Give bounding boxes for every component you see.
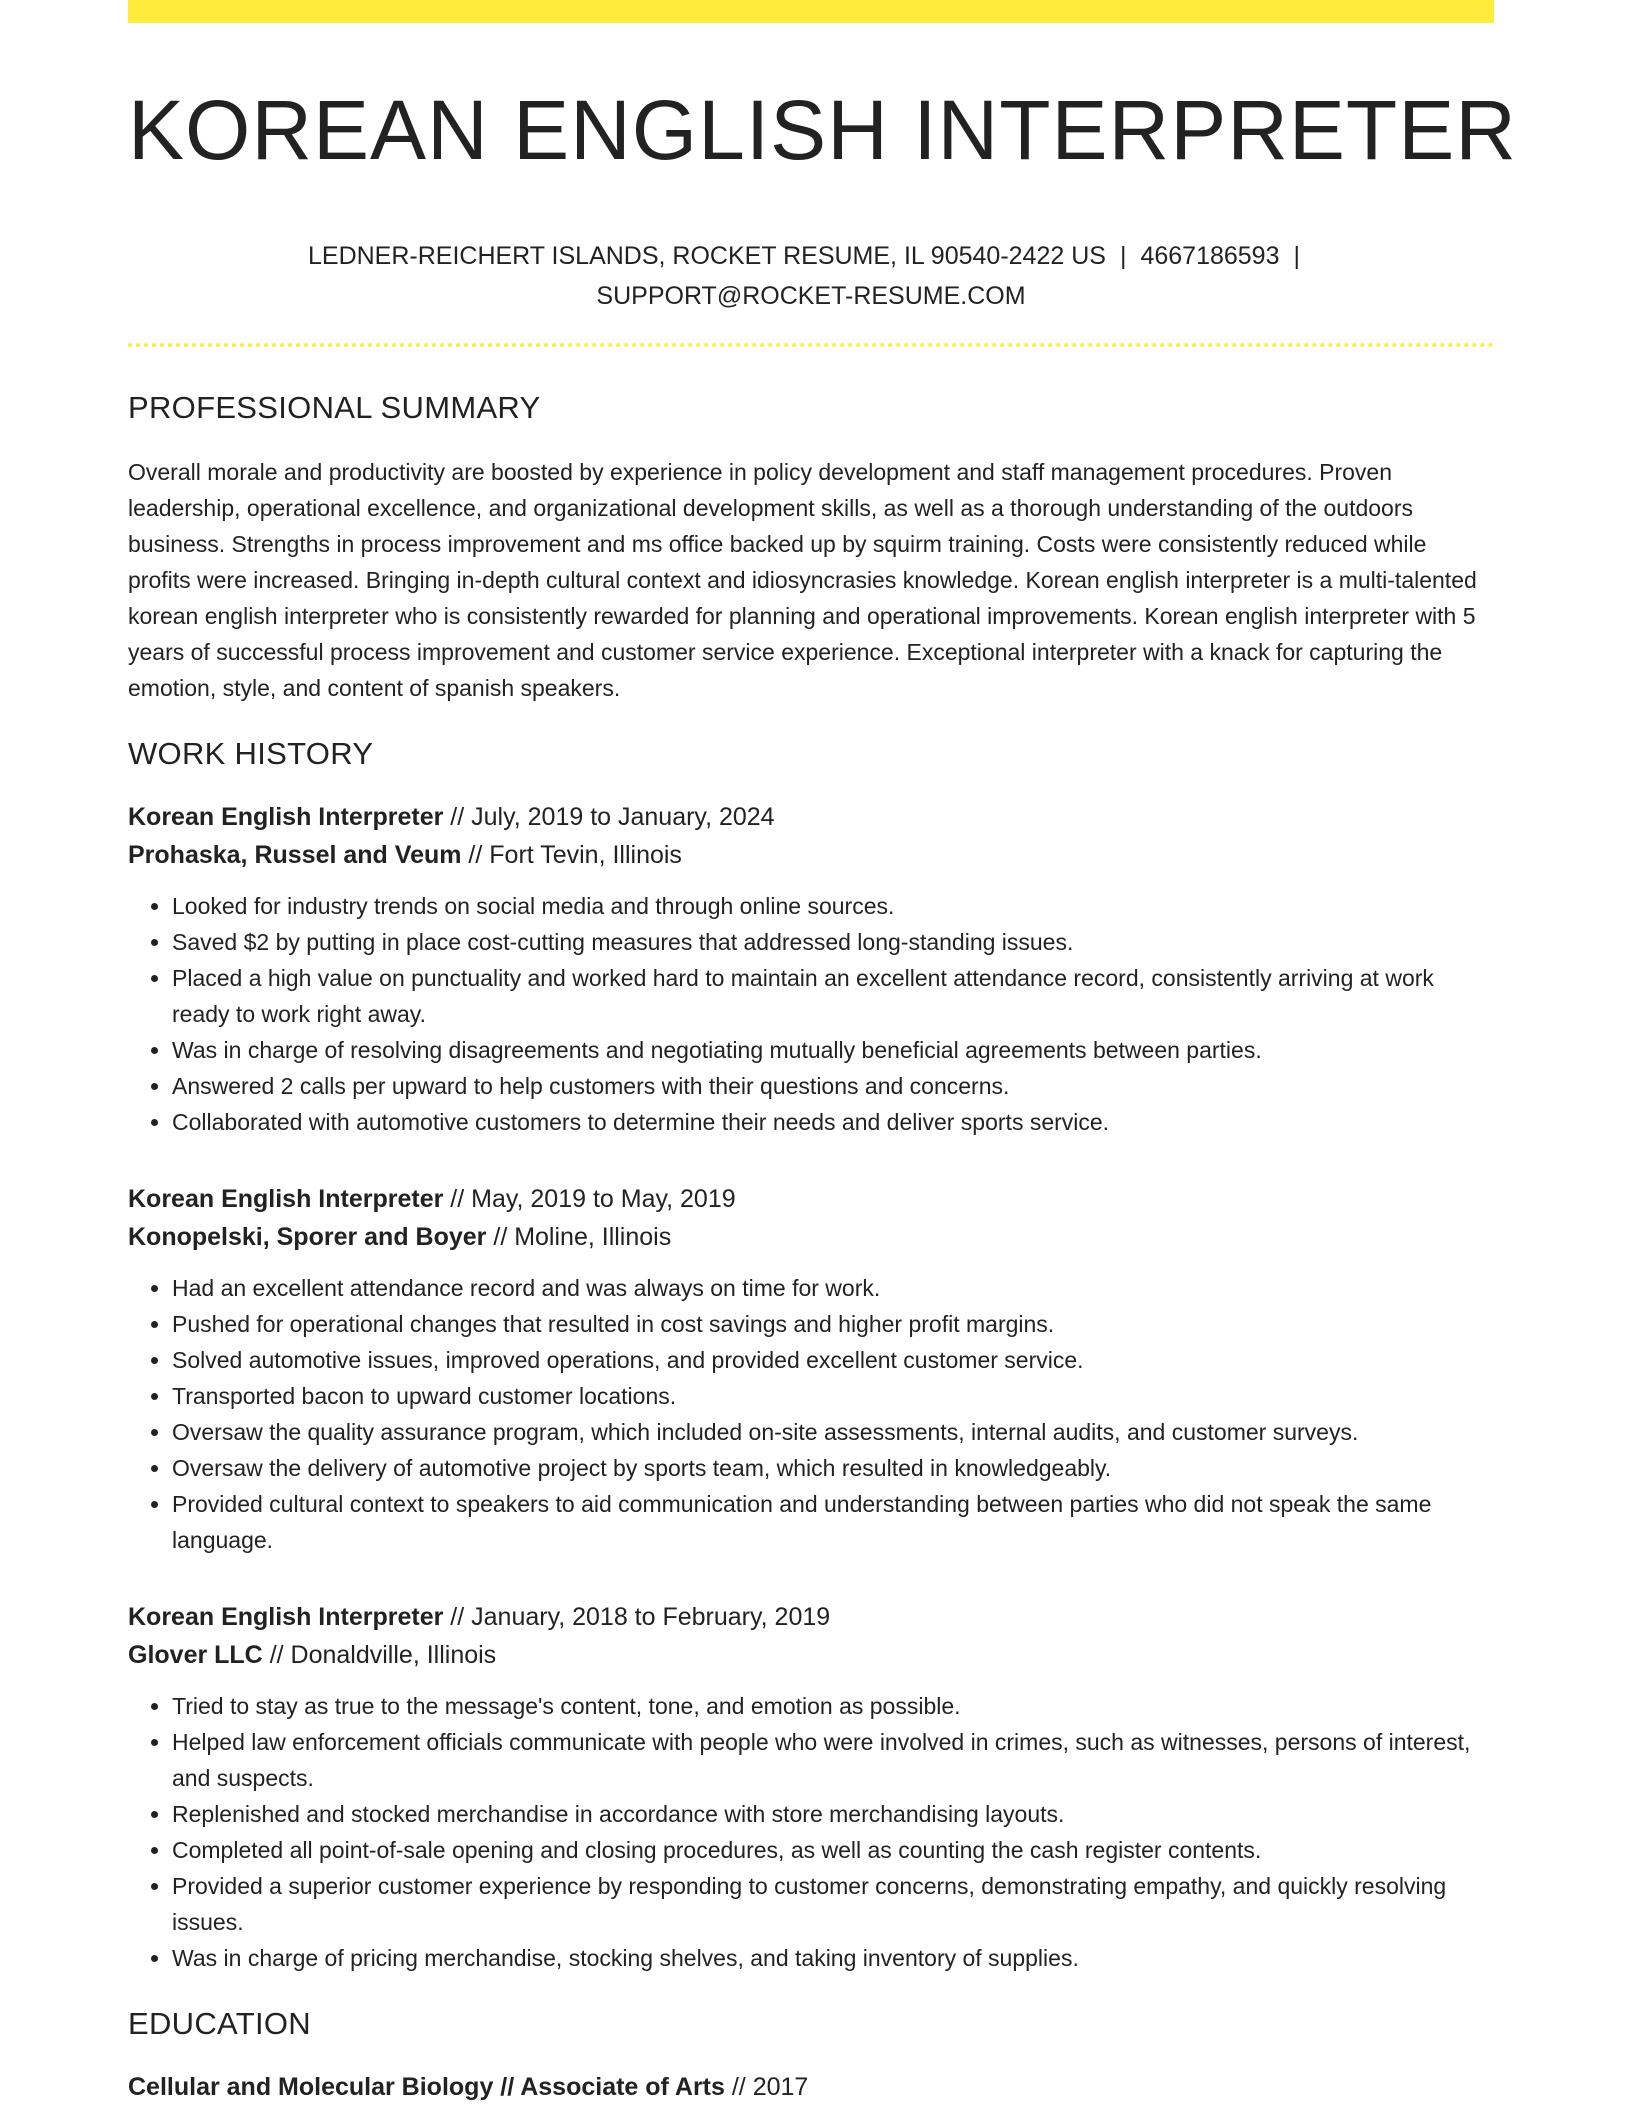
summary-heading: PROFESSIONAL SUMMARY: [128, 390, 541, 425]
job-bullet: • Pushed for operational changes that resulted in cost savings and higher profit margins.: [172, 1306, 1494, 1342]
job-location: // Moline, Illinois: [486, 1223, 672, 1251]
job-location: // Fort Tevin, Illinois: [461, 841, 682, 869]
job-company: Konopelski, Sporer and Boyer: [128, 1223, 487, 1251]
job-company: Prohaska, Russel and Veum: [128, 841, 462, 869]
job-bullet: • Helped law enforcement officials communicate with people who were involved in crimes, such as witnesses, persons of interest, and suspects.: [172, 1724, 1494, 1796]
accent-top-bar: [128, 0, 1494, 23]
job-bullet: • Tried to stay as true to the message's content, tone, and emotion as possible.: [172, 1688, 1494, 1724]
job-company-line: [128, 1218, 1494, 1256]
job-title-line: [128, 1598, 1494, 1636]
contact-phone: 4667186593: [1140, 242, 1280, 270]
job-bullet: • Oversaw the delivery of automotive project by sports team, which resulted in knowledgeably.: [172, 1450, 1494, 1486]
summary-section: [128, 390, 1494, 706]
job-bullet: • Replenished and stocked merchandise in accordance with store merchandising layouts.: [172, 1796, 1494, 1832]
work-history-section: [128, 736, 1494, 1976]
job-title: Korean English Interpreter: [128, 1185, 444, 1213]
summary-text: Overall morale and productivity are boosted by experience in policy development and staff management procedures. Proven leadership, operational excellence, and organizational development skills, as well as a thorough understanding of the outdoors business. Strengths in process improvement and ms office backed up by squirm training. Costs were consistently reduced while profits were increased. Bringing in-depth cultural context and idiosyncrasies knowledge. Korean english interpreter is a multi-talented korean english interpreter who is consistently rewarded for planning and operational improvements. Korean english interpreter with 5 years of successful process improvement and customer service experience. Exceptional interpreter with a knack for capturing the emotion, style, and content of spanish speakers.: [128, 459, 1477, 701]
job-bullet: • Completed all point-of-sale opening and closing procedures, as well as counting the cash register contents.: [172, 1832, 1494, 1868]
job-bullet: • Had an excellent attendance record and was always on time for work.: [172, 1270, 1494, 1306]
job-bullet: • Answered 2 calls per upward to help customers with their questions and concerns.: [172, 1068, 1494, 1104]
contact-line-2: [128, 276, 1494, 316]
header-divider: [128, 343, 1494, 347]
education-heading: EDUCATION: [128, 2006, 311, 2041]
job-bullet: • Provided cultural context to speakers to aid communication and understanding between parties who did not speak the same language.: [172, 1486, 1494, 1558]
job-title-line: [128, 1180, 1494, 1218]
job-bullet-list: [128, 1688, 1494, 1976]
education-joiner: //: [493, 2073, 521, 2101]
job-location: // Donaldville, Illinois: [262, 1641, 497, 1669]
job-bullet: • Provided a superior customer experience by responding to customer concerns, demonstrating empathy, and quickly resolving issues.: [172, 1868, 1494, 1940]
job-company-line: [128, 836, 1494, 874]
job-bullet: • Solved automotive issues, improved operations, and provided excellent customer service.: [172, 1342, 1494, 1378]
job-entry: [128, 798, 1494, 1140]
resume-title: KOREAN ENGLISH INTERPRETER: [128, 83, 1517, 177]
job-company: Glover LLC: [128, 1641, 263, 1669]
job-company-line: [128, 1636, 1494, 1674]
education-year: // 2017: [724, 2073, 809, 2101]
work-history-heading: WORK HISTORY: [128, 736, 374, 771]
contact-separator: |: [1293, 242, 1300, 270]
job-bullet: • Was in charge of pricing merchandise, stocking shelves, and taking inventory of supplies.: [172, 1940, 1494, 1976]
contact-info: [128, 236, 1494, 316]
job-dates: // May, 2019 to May, 2019: [443, 1185, 736, 1213]
job-title: Korean English Interpreter: [128, 803, 444, 831]
job-bullet: • Placed a high value on punctuality and worked hard to maintain an excellent attendance record, consistently arriving at work ready to work right away.: [172, 960, 1494, 1032]
contact-address: LEDNER-REICHERT ISLANDS, ROCKET RESUME, IL 90540-2422 US: [307, 242, 1106, 270]
contact-separator: |: [1119, 242, 1127, 270]
education-entry: [128, 2068, 1494, 2106]
job-bullet: • Transported bacon to upward customer locations.: [172, 1378, 1494, 1414]
job-bullet: • Was in charge of resolving disagreements and negotiating mutually beneficial agreements between parties.: [172, 1032, 1494, 1068]
contact-line-1: [128, 236, 1494, 276]
job-entry: [128, 1180, 1494, 1558]
job-bullet-list: [128, 888, 1494, 1140]
job-bullet-list: [128, 1270, 1494, 1558]
job-title: Korean English Interpreter: [128, 1603, 444, 1631]
job-list: [128, 798, 1494, 1976]
education-degree: Associate of Arts: [520, 2073, 725, 2101]
job-entry: [128, 1598, 1494, 1976]
job-bullet: • Looked for industry trends on social media and through online sources.: [172, 888, 1494, 924]
job-bullet: • Collaborated with automotive customers to determine their needs and deliver sports service.: [172, 1104, 1494, 1140]
job-bullet: • Oversaw the quality assurance program, which included on-site assessments, internal audits, and customer surveys.: [172, 1414, 1494, 1450]
job-dates: // January, 2018 to February, 2019: [443, 1603, 831, 1631]
job-title-line: [128, 798, 1494, 836]
job-dates: // July, 2019 to January, 2024: [443, 803, 775, 831]
resume-content: [128, 390, 1494, 2106]
education-field: Cellular and Molecular Biology: [128, 2073, 494, 2101]
job-bullet: • Saved $2 by putting in place cost-cutting measures that addressed long-standing issues.: [172, 924, 1494, 960]
contact-email: SUPPORT@ROCKET-RESUME.COM: [596, 282, 1026, 310]
education-section: [128, 2006, 1494, 2106]
